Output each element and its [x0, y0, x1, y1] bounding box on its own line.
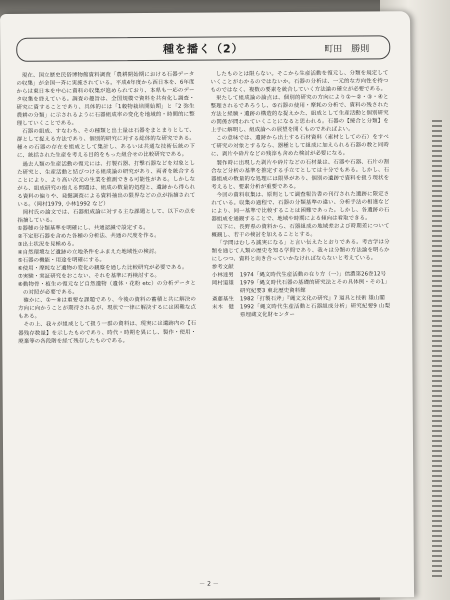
- reference-author: 小林達男: [211, 272, 234, 279]
- list-item: ⑧動物骨・植生の復元など自然遺物（遺体・花粉 etc）の分析データとの対照が必要である。: [17, 280, 196, 297]
- body-paragraph: 過去人類の生産活動の復元には、打製石器、打撃石器などを対象とした研究と、生産活動と結びつける組成論の研究があり、両者を統合することにより、より高い次元の生業を推測できる可能性がある。しかしながら、組成研究の抱える問題は、組成の数量的処理と、遺跡から得られる資料の偏りや、発掘調査による資料抽出の限界などの点が指摘されている。（岡村1979, 小林1992 など）: [17, 160, 196, 208]
- reference-author: 末木 健: [212, 304, 235, 311]
- body-paragraph: 石器の組成、すなわち、その種類と出土量は石器をまとまりとして、群として捉える方法であり、個別的研究に対する総体的な研究である。種々の石器の存在を組成として集計し、あるいは共通な技術伝統の下に、統括された生産を考える目的をもった組合せの比較研究である。: [16, 127, 195, 160]
- list-item: ⑤石器の機能・用途を明確にする。: [17, 257, 106, 264]
- reference-citation: 1982「打製石斧」『縄文文化の研究』7 道具と技術 雄山閣: [239, 295, 385, 303]
- body-paragraph: 今回の資料収集は、原則として調査報告書の刊行された遺跡に限定されている。収集の過程で、石器の分類基準の違い、分析手法の相違などにより、同一基準で比較することは困難であった。しかし、各遺跡の石器組成を通観することで、地域や時期による傾向は看取できる。: [211, 190, 390, 223]
- body-paragraph: 岡村氏の論文では、石器組成論に対する主な課題として、以下の点を指摘している。: [17, 208, 196, 224]
- list-item: ①器種の分類基準を明確にし、共通認識で設定する。: [17, 224, 149, 232]
- body-paragraph: この意味では、遺跡から出土する石材資料（素材としての石）をすべて研究の対象とするなら、器種として組成に加えられる石器の数と同時に、剥片や砕片などの残滓も含めた検討が必要になる。: [210, 134, 389, 158]
- article-title: 種を播く（2）: [162, 42, 244, 56]
- list-item: ⑦実験・実証研究をおこない、それを基準に再検討する。: [17, 273, 161, 281]
- body-paragraph: 以下に、長野県の資料から、石器組成の地域差および時期差について概観し、若干の検討を加えることとする。: [211, 223, 390, 239]
- right-column: [210, 69, 390, 320]
- body-paragraph: 現在、国立歴史民俗博物館資料調査「農耕開始期における石器データの収集」が全国一斉に実施されている。平成4年度から西日本を、6年度からは東日本を中心に資料の収集が進められており、本県も一応のデータ収集を終えている。調査の趣旨は、全国規模で資料を共有化し調査・研究に資することであり、具体的には「1穀物栽培開始期」と「2 弥生農耕の分類」に示されるように石器組成率の変化を地域的・時間的に整理していくことである。: [16, 71, 195, 128]
- reference-citation: 1974「縄文時代生産活動の在り方（一）」信濃第26巻12号: [239, 271, 387, 279]
- body-paragraph: 確かに、①〜⑧は重要な課題であり、今後の資料の蓄積と共に解決の方向に向かうことが期待されるが、現状で一律に解決するには困難な点もある。: [18, 296, 197, 321]
- reference-author: 岡村道雄: [211, 280, 234, 287]
- author-name: 町田 勝則: [324, 44, 370, 55]
- body-paragraph: 製作時に出現した剥片や砕片などの石材量は、石器や石器、石片の割合など分析の基準を推定する手立てとしては十分でもある。しかし、石器組成の数量的な処理には限界があり、個別の遺跡で資料を扱う現状を考えると、要素分析が重要である。: [211, 158, 390, 191]
- reference-author: 斎藤基生: [211, 296, 234, 303]
- list-item: ④自然環境など遺跡の立地条件をふまえた地域性の検討。: [17, 248, 160, 256]
- page-number: － 2 －: [199, 580, 219, 588]
- title-banner: [16, 35, 390, 62]
- body-paragraph: その上、我々が組成として扱う一群の資料は、現実には遺跡内の【石器残存数量】を示したものであり、時代・時期を異にし、製作・使用・廃棄等の各段階を経て残存したものである。: [18, 321, 197, 345]
- list-item: ⑥使用・摩耗など遺物の変化の観察を通した比較研究が必要である。: [17, 264, 188, 273]
- references-heading: 参考文献: [211, 264, 234, 271]
- list-item: ③出土状況を見極める。: [17, 241, 78, 248]
- list-item: ②不定形石器を含めた各種の分析法、共通の尺度を作る。: [17, 232, 160, 240]
- body-paragraph: 果たして組成論の論点は、個別的研究の方向により①〜②・③・④と整理されるであろうし、⑤石器の使用・摩耗の分析で、資料の残された方法と経験・遺跡の構造的な捉えかた、組成として生産活動と個別研究の関係が問われていくことになると思われる。石器の【接合と分類】を上手に解明し、組成論への展望を開くものであればよい。: [210, 94, 389, 134]
- body-paragraph: したものとは限らない。そこから生産活動を復元し、分類を規定していくことがわかるのではないか。石器の分析は、一元的な方向性を持つものではなく、複数の要素を統合していく方法論の確立が必要である。: [210, 70, 389, 94]
- left-column: [16, 71, 196, 346]
- reference-entry: [212, 303, 390, 320]
- reference-citation: 1979「縄文時代石器の基礎的研究法とその具体例・その1」研究紀要3 東北歴史資料館: [239, 279, 390, 295]
- reference-entry: [212, 279, 390, 296]
- document-page: [0, 11, 414, 600]
- adjacent-page-text: [432, 120, 442, 580]
- body-paragraph: 「学問はむしろ誠実になる」と言い伝えたとおりである。考古学は分類を通じて人類の歴史を知る学問であり、我々は分類の方法論を明らかにしつつ、資料と向き合っていかなければならないと考えている。: [211, 239, 390, 263]
- reference-citation: 1992「縄文時代生産活動と石器組成分析」研究紀要9 山梨県埋蔵文化財センター: [240, 303, 391, 319]
